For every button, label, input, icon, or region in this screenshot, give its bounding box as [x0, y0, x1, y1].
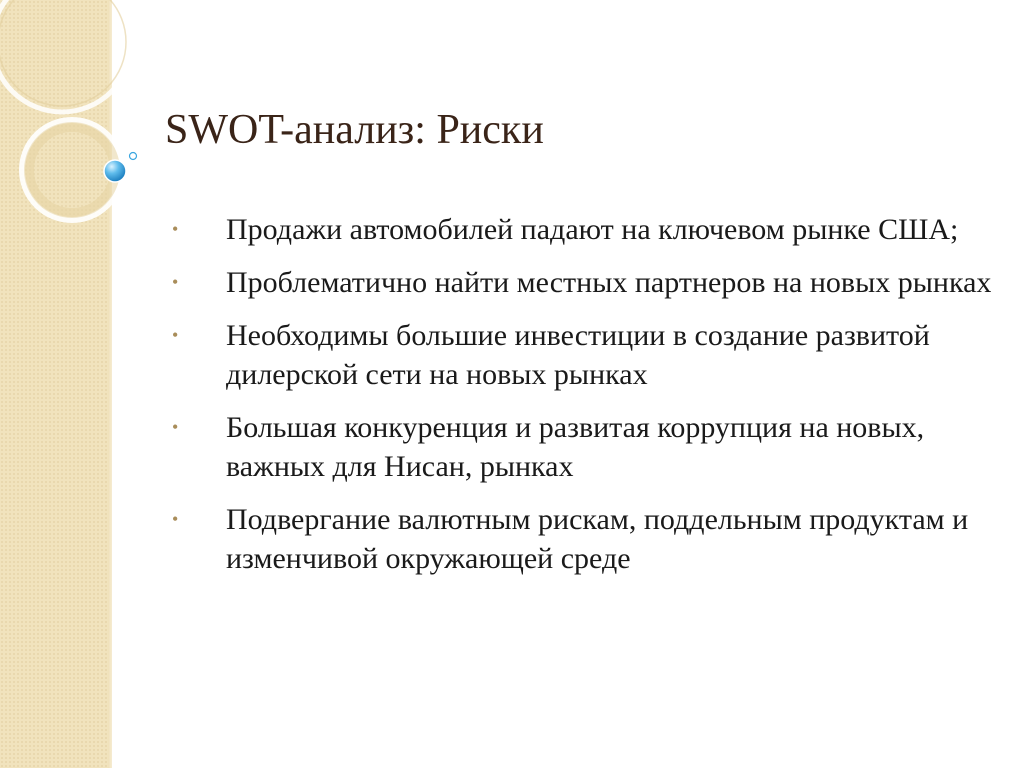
bullet-dot-icon: •	[172, 417, 179, 437]
bullet-item	[172, 210, 992, 249]
bullet-text: Проблематично найти местных партнеров на новых рынках	[226, 266, 992, 299]
bullet-dot-icon: •	[172, 509, 179, 529]
rings-orb-decoration-icon	[0, 0, 160, 260]
slide-title: SWOT-анализ: Риски	[165, 107, 544, 153]
bullet-text: Подвергание валютным рискам, поддельным продуктам и изменчивой окружающей среде	[226, 503, 969, 575]
bullet-item	[172, 408, 992, 486]
bullet-item	[172, 263, 992, 302]
bullet-dot-icon: •	[172, 272, 179, 292]
bullet-dot-icon: •	[172, 325, 179, 345]
bullet-text: Большая конкуренция и развитая коррупция на новых, важных для Нисан, рынках	[226, 411, 925, 483]
bullet-text: Необходимы большие инвестиции в создание развитой дилерской сети на новых рынках	[226, 319, 930, 391]
bullet-item	[172, 316, 992, 394]
bullet-item	[172, 500, 992, 578]
bullet-list	[172, 210, 992, 592]
bullet-text: Продажи автомобилей падают на ключевом рынке США;	[226, 213, 959, 246]
bullet-dot-icon: •	[172, 219, 179, 239]
